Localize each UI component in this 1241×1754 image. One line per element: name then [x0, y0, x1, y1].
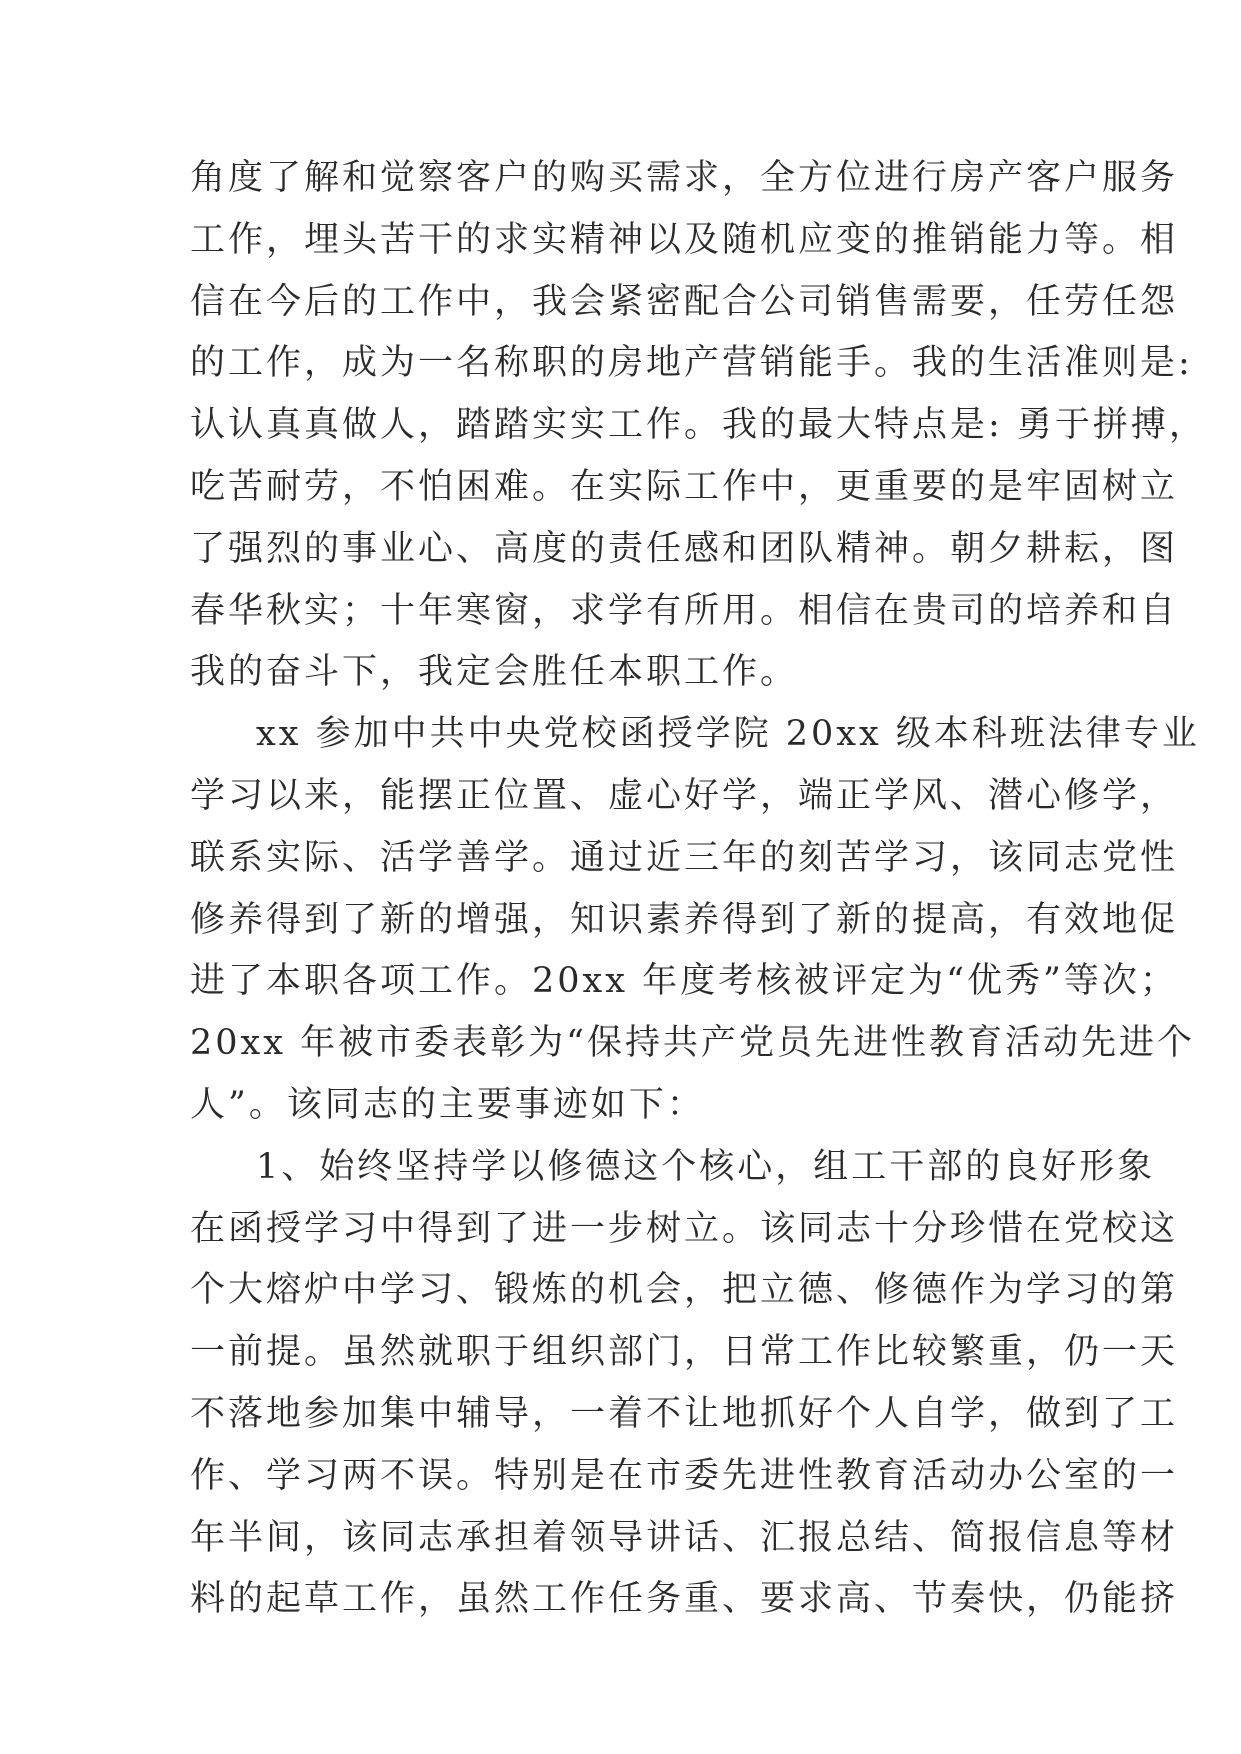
text-line: 在函授学习中得到了进一步树立。该同志十分珍惜在党校这 [190, 1208, 1179, 1249]
text-line: 联系实际、活学善学。通过近三年的刻苦学习，该同志党性 [190, 837, 1179, 878]
paragraph-start-line: 1、始终坚持学以修德这个核心，组工干部的良好形象 [256, 1146, 1156, 1187]
text-line: 料的起草工作，虽然工作任务重、要求高、节奏快，仍能挤 [190, 1579, 1179, 1620]
text-line: 了强烈的事业心、高度的责任感和团队精神。朝夕耕耘，图 [190, 528, 1179, 569]
text-line: 人”。该同志的主要事迹如下： [190, 1084, 705, 1125]
text-line: 作、学习两不误。特别是在市委先进性教育活动办公室的一 [190, 1455, 1179, 1496]
text-line: 进了本职各项工作。20xx 年度考核被评定为“优秀”等次； [190, 961, 1178, 1002]
text-line: 春华秋实；十年寒窗，求学有所用。相信在贵司的培养和自 [190, 590, 1179, 631]
text-line: 年半间，该同志承担着领导讲话、汇报总结、简报信息等材 [190, 1517, 1179, 1558]
text-line: 吃苦耐劳，不怕困难。在实际工作中，更重要的是牢固树立 [190, 466, 1179, 507]
text-line: 我的奋斗下，我定会胜任本职工作。 [190, 652, 799, 693]
document-body [190, 148, 1207, 1631]
text-line: 学习以来，能摆正位置、虚心好学，端正学风、潜心修学， [190, 775, 1179, 816]
text-line: 不落地参加集中辅导，一着不让地抓好个人自学，做到了工 [190, 1393, 1179, 1434]
text-line: 认认真真做人，踏踏实实工作。我的最大特点是: 勇于拼搏， [190, 405, 1207, 446]
text-line: 一前提。虽然就职于组织部门，日常工作比较繁重，仍一天 [190, 1332, 1179, 1373]
text-line: 个大熔炉中学习、锻炼的机会，把立德、修德作为学习的第 [190, 1270, 1179, 1311]
paragraph-start-line: xx 参加中共中央党校函授学院 20xx 级本科班法律专业 [256, 714, 1200, 755]
text-line: 20xx 年被市委表彰为“保持共产党员先进性教育活动先进个 [190, 1023, 1196, 1064]
text-line: 角度了解和觉察客户的购买需求，全方位进行房产客户服务 [190, 158, 1179, 198]
text-line: 信在今后的工作中，我会紧密配合公司销售需要，任劳任怨 [190, 281, 1179, 322]
text-line: 修养得到了新的增强，知识素养得到了新的提高，有效地促 [190, 899, 1179, 940]
text-line: 工作，埋头苦干的求实精神以及随机应变的推销能力等。相 [190, 219, 1179, 260]
text-line: 的工作，成为一名称职的房地产营销能手。我的生活准则是: [190, 343, 1193, 384]
